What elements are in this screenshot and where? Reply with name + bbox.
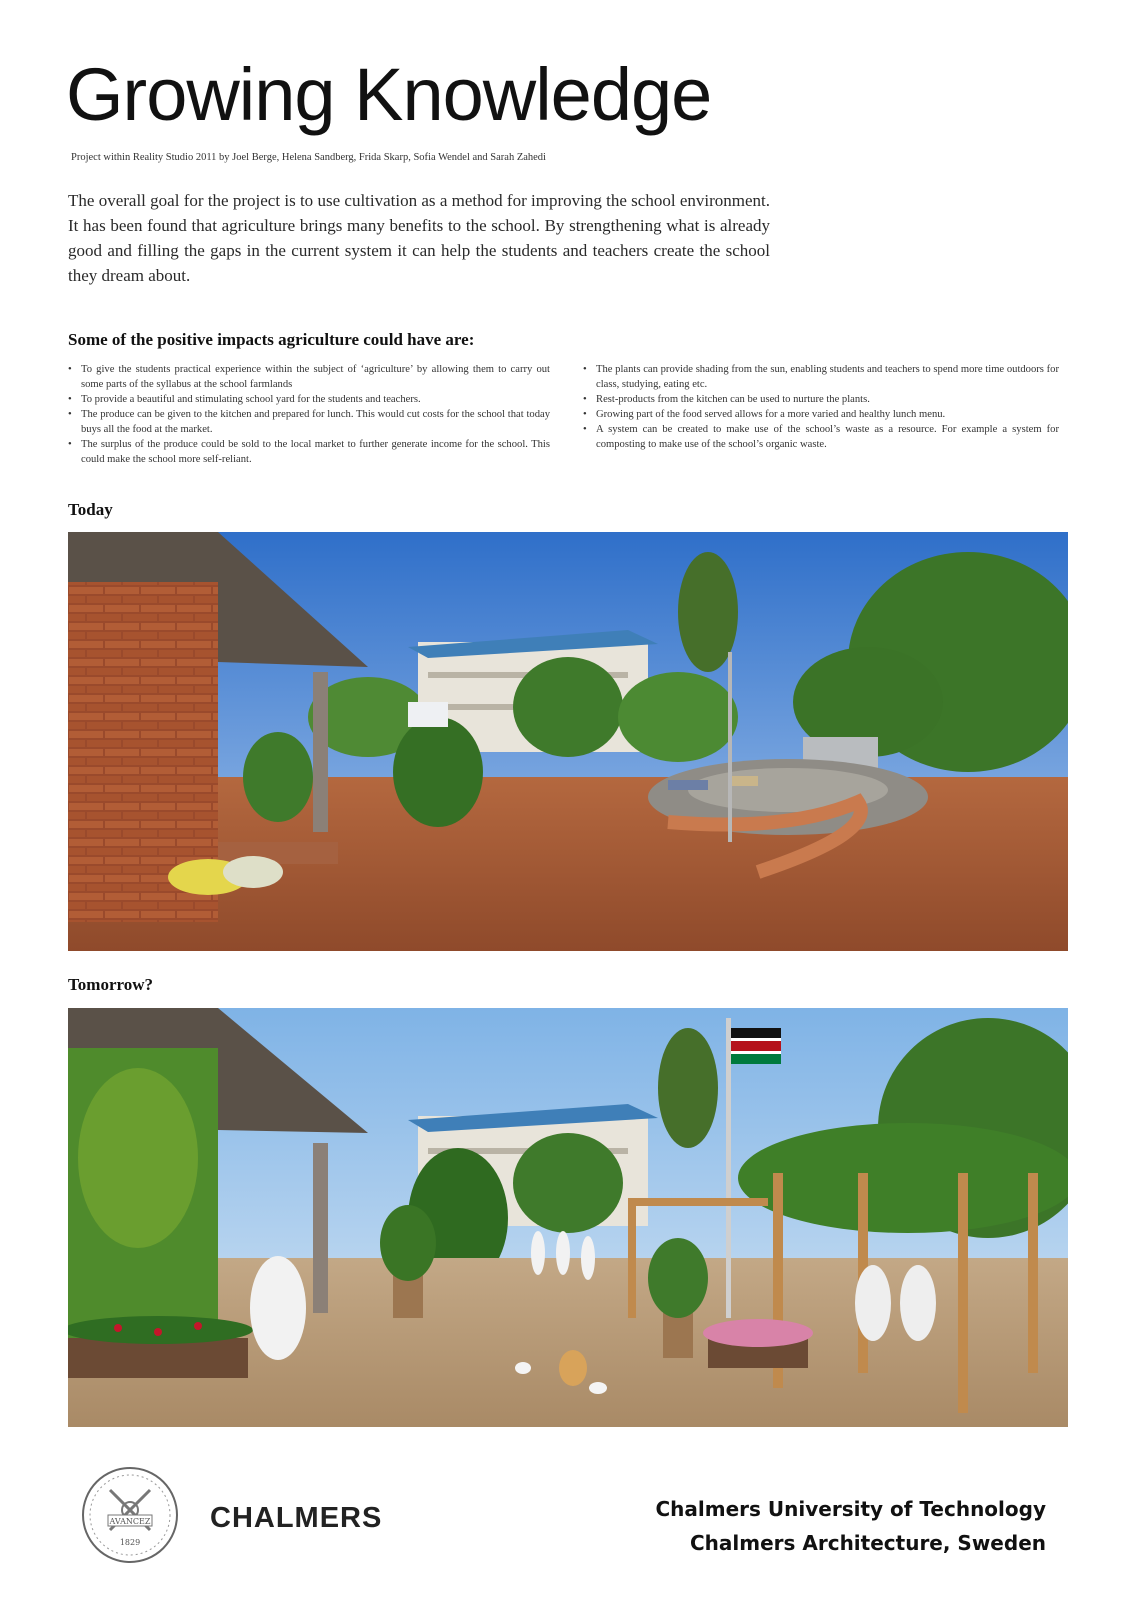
chalmers-seal [80, 1465, 180, 1570]
university-name: Chalmers University of Technology [655, 1497, 1046, 1521]
list-item: • The surplus of the produce could be sold to the local market to further generate income for the school. This could make the school more self-reliant. [68, 437, 550, 467]
tomorrow-photo [68, 1008, 1068, 1427]
seal-motto: AVANCEZ [109, 1517, 151, 1526]
today-photo [68, 532, 1068, 951]
seal-year: 1829 [119, 1538, 141, 1547]
department-name: Chalmers Architecture, Sweden [689, 1531, 1046, 1555]
list-item: • Rest-products from the kitchen can be used to nurture the plants. [583, 392, 1059, 407]
list-item: • The plants can provide shading from the sun, enabling students and teachers to spend more time outdoors for class, studying, eating etc. [583, 362, 1059, 392]
intro-paragraph: The overall goal for the project is to use cultivation as a method for improving the school environment. It has been found that agriculture brings many benefits to the school. By strengthening what is already good and filling the gaps in the current system it can help the students and teachers create the school they dream about. [68, 191, 770, 285]
impacts-list-left [68, 362, 550, 467]
poster-title: Growing Knowledge [66, 53, 712, 136]
today-label: Today [68, 500, 113, 519]
list-item: • Growing part of the food served allows for a more varied and healthy lunch menu. [583, 407, 1059, 422]
project-credits: Project within Reality Studio 2011 by Joel Berge, Helena Sandberg, Frida Skarp, Sofia Wendel and Sarah Zahedi [71, 152, 546, 163]
list-item: • A system can be created to make use of the school’s waste as a resource. For example a system for composting to make use of the school’s organic waste. [583, 422, 1059, 452]
impacts-heading: Some of the positive impacts agriculture could have are: [68, 330, 475, 349]
list-item: • To provide a beautiful and stimulating school yard for the students and teachers. [68, 392, 550, 407]
impacts-list-right [583, 362, 1059, 452]
list-item: • To give the students practical experience within the subject of ‘agriculture’ by allowing them to carry out some parts of the syllabus at the school farmlands [68, 362, 550, 392]
chalmers-wordmark: CHALMERS [210, 1502, 383, 1534]
list-item: • The produce can be given to the kitchen and prepared for lunch. This would cut costs for the school that today buys all the food at the market. [68, 407, 550, 437]
institution-block [656, 1492, 1047, 1560]
tomorrow-label: Tomorrow? [68, 975, 153, 994]
